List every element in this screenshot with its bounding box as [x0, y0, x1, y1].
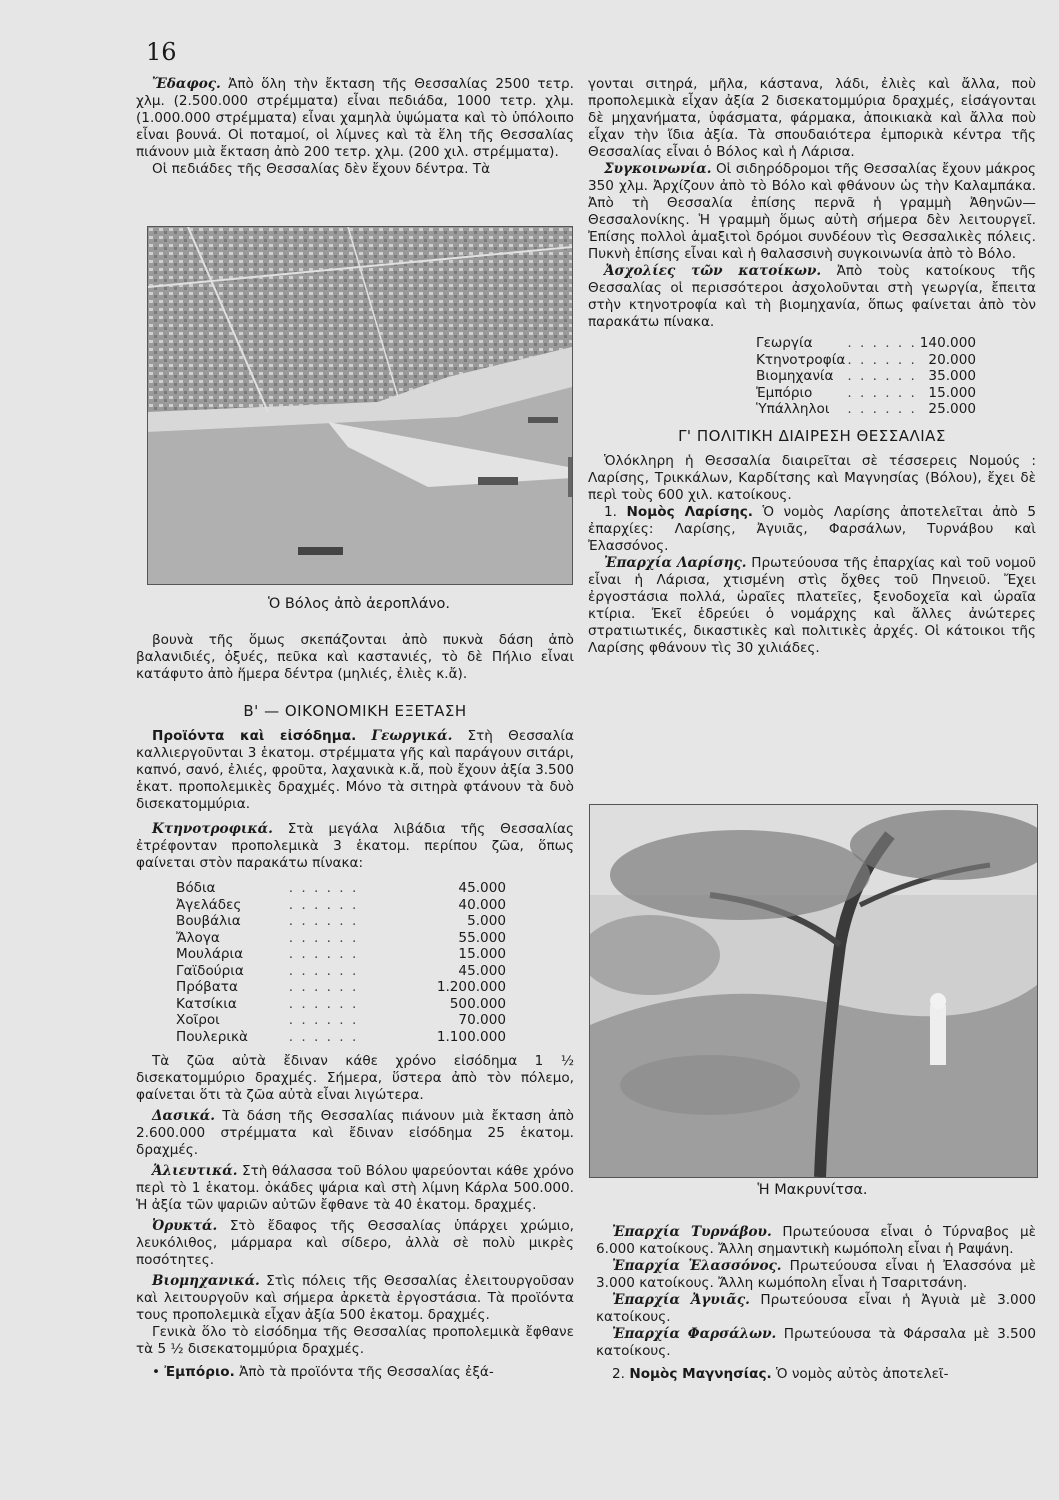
row-label: Γαϊδούρια [176, 962, 244, 979]
paragraph-soil-text: Ἀπὸ ὅλη τὴν ἔκταση τῆς Θεσσαλίας 2500 τετρ. χλμ. (2.500.000 στρέμματα) εἶναι πεδιάδα, 1000 τετρ. χλμ. (1.000.000 στρέμματα) εἶναι χαμηλὰ ὑψώματα καὶ τὸ ὑπόλοιπο εἶναι βουνά. Οἱ ποταμοί, οἱ λίμνες καὶ τὰ ἕλη τῆς Θεσσαλίας πιάνουν μιὰ ἔκταση ἀπὸ 200 τετρ. χλμ. (200 χιλ. στρέμματα). [136, 76, 574, 160]
paragraph-occupations [588, 263, 1036, 331]
paragraph-forests [136, 1108, 574, 1159]
row-value: 1.200.000 [436, 979, 506, 995]
heading-industry: Βιομηχανικά. [152, 1273, 260, 1289]
heading-trade: Ἐμπόριο. [164, 1364, 235, 1380]
heading-forests: Δασικά. [152, 1108, 215, 1124]
row-label: Ἄλογα [176, 929, 220, 946]
row-leader: . . . . . . [288, 929, 359, 946]
row-value: 25.000 [928, 401, 976, 417]
volos-photo-caption: Ὁ Βόλος ἀπὸ ἀεροπλάνο. [268, 596, 450, 612]
paragraph-total-income: Γενικὰ ὅλο τὸ εἰσόδημα τῆς Θεσσαλίας προπολεμικὰ ἔφθανε τὰ 5 ½ δισεκατομμύρια δραχμές. [136, 1324, 574, 1357]
row-leader: . . . . . . [847, 351, 917, 368]
row-value: 15.000 [458, 946, 506, 962]
row-value: 5.000 [467, 913, 506, 929]
row-value: 35.000 [928, 368, 976, 384]
table-row [176, 996, 506, 1013]
paragraph-fishing-text: Στὴ θάλασσα τοῦ Βόλου ψαρεύονται κάθε χρόνο περὶ τὸ 1 ἑκατομ. ὀκάδες ψάρια καὶ στὴ λίμνη Κάρλα 500.000. Ἡ ἀξία τῶν ψαριῶν αὐτῶν ἔφθανε τὰ 40 ἑκατομ. δραχμές. [136, 1163, 574, 1213]
bullet: • [152, 1364, 161, 1380]
livestock-table [176, 880, 506, 1045]
row-leader: . . . . . . [288, 1028, 359, 1045]
row-leader: . . . . . . [288, 880, 359, 896]
row-leader: . . . . . . [288, 896, 359, 913]
paragraph-occupations-text: Ἀπὸ τοὺς κατοίκους τῆς Θεσσαλίας οἱ περισσότεροι ἀσχολοῦνται στὴ γεωργία, ἔπειτα στὴν κτηνοτροφία καὶ τὴ βιομηχανία, ὅπως φαίνεται ἀπὸ τὸν παρακάτω πίνακα. [588, 263, 1037, 330]
section-c-title: Γ' ΠΟΛΙΤΙΚΗ ΔΙΑΙΡΕΣΗ ΘΕΣΣΑΛΙΑΣ [678, 426, 946, 445]
heading-products: Προϊόντα καὶ εἰσόδημα. [152, 728, 357, 744]
paragraph-industry [136, 1273, 574, 1324]
row-value: 20.000 [928, 351, 976, 368]
paragraph-trade-start [136, 1364, 574, 1381]
paragraph-agyia-text: Πρωτεύουσα εἶναι ἡ Ἀγυιὰ μὲ 3.000 κατοίκους. [596, 1292, 1036, 1325]
table-row [176, 913, 506, 930]
occupations-table [756, 335, 976, 418]
row-label: Βουβάλια [176, 913, 241, 929]
paragraph-trade-text: Ἀπὸ τὰ προϊόντα τῆς Θεσσαλίας ἐξά- [234, 1364, 494, 1380]
row-value: 40.000 [458, 896, 506, 913]
table-row [176, 979, 506, 996]
table-row [756, 385, 976, 402]
paragraph-forests-text: Τὰ δάση τῆς Θεσσαλίας πιάνουν μιὰ ἔκταση ἀπὸ 2.600.000 στρέμματα καὶ ἔδιναν εἰσόδημα 25 ἑκατομ. δραχμές. [136, 1108, 574, 1158]
paragraph-communication-text: Οἱ σιδηρόδρομοι τῆς Θεσσαλίας ἔχουν μάκρος 350 χλμ. Ἀρχίζουν ἀπὸ τὸ Βόλο καὶ φθάνουν ὡς τὴν Καλαμπάκα. Ἀπὸ τὴ Θεσσαλία ἐπίσης περνᾶ ἡ γραμμὴ Ἀθηνῶν—Θεσσαλονίκης. Ἡ γραμμὴ ὅμως αὐτὴ σήμερα δὲν λειτουργεῖ. Ἐπίσης πολλοὶ ἁμαξιτοὶ δρόμοι συνδέουν τὶς Θεσσαλικὲς πόλεις. Πυκνὴ ἐπίσης εἶναι καὶ ἡ θαλασσινὴ συγκοινωνία ἀπὸ τὸ Βόλο. [588, 161, 1036, 262]
row-leader: . . . . . . [847, 335, 917, 351]
larisa-num: 1. [604, 503, 617, 520]
row-label: Βιομηχανία [756, 368, 834, 384]
paragraph-trade-cont: γονται σιτηρά, μῆλα, κάστανα, λάδι, ἐλιὲς καὶ ἄλλα, ποὺ προπολεμικὰ εἶχαν ἀξία 2 δισεκατομμύρια δραχμές, εἰσάγονται δὲ μηχανήματα, ὑφάσματα, φάρμακα, ἀποικιακὰ καὶ ἄλλα ποὺ εἶχαν τὴν ἴδια ἀξία. Τὰ σπουδαιότερα ἐμπορικὰ κέντρα τῆς Θεσσαλίας εἶναι ὁ Βόλος καὶ ἡ Λάρισα. [588, 76, 1036, 160]
row-value: 1.100.000 [436, 1028, 506, 1045]
paragraph-communication [588, 161, 1036, 263]
paragraph-larisa-eparchy [588, 555, 1036, 657]
table-row [176, 1012, 506, 1029]
table-row [756, 401, 976, 418]
section-b-title: Β' — ΟΙΚΟΝΟΜΙΚΗ ΕΞΕΤΑΣΗ [243, 702, 467, 720]
table-row [176, 930, 506, 947]
row-leader: . . . . . . [288, 962, 359, 979]
paragraph-elassona-text: Πρωτεύουσα εἶναι ἡ Ἐλασσόνα μὲ 3.000 κατοίκους. Ἄλλη κωμόπολη εἶναι ἡ Τσαριτσάνη. [596, 1258, 1036, 1291]
heading-agyia: Ἐπαρχία Ἀγυιᾶς. [612, 1292, 750, 1308]
paragraph-products [136, 728, 574, 813]
paragraph-products-text: Στὴ Θεσσαλία καλλιεργοῦνται 3 ἑκατομ. στρέμματα γῆς καὶ παράγουν σιτάρι, καπνό, σανό, ἐλιές, φροῦτα, λαχανικὰ κ.ἄ, ποὺ ἔχουν ἀξία 3.500 ἑκατ. προπολεμικὲς δραχμές. Μόνο τὰ σιτηρὰ φτάνουν τὰ δυὸ δισεκατομμύρια. [136, 728, 574, 812]
row-leader: . . . . . . [847, 368, 917, 384]
right-column-bottom [596, 1224, 1036, 1383]
paragraph-mountains: βουνὰ τῆς ὅμως σκεπάζονται ἀπὸ πυκνὰ δάση ἀπὸ βαλανιδιές, ὀξυές, πεῦκα καὶ καστανιές, τὸ δὲ Πήλιο εἶναι κατάφυτο ἀπὸ ἥμερα δέντρα (μηλιές, ἐλιὲς κ.ἄ). [136, 632, 574, 682]
paragraph-elassona [596, 1258, 1036, 1292]
heading-fishing: Ἁλιευτικά. [152, 1163, 238, 1179]
paragraph-tyrnavos [596, 1224, 1036, 1258]
paragraph-larisa-text: Ὁ νομὸς Λαρίσης ἀποτελεῖται ἀπὸ 5 ἐπαρχίες: Λαρίσης, Ἀγυιᾶς, Φαρσάλων, Τυρνάβου καὶ Ἐλασσόνος. [588, 503, 1036, 554]
table-row [756, 352, 976, 369]
row-value: 15.000 [928, 384, 976, 401]
heading-farsala: Ἐπαρχία Φαρσάλων. [612, 1326, 777, 1342]
heading-magnesia: Νομὸς Μαγνησίας. [629, 1366, 772, 1382]
table-row [176, 897, 506, 914]
row-leader: . . . . . . [288, 1012, 359, 1028]
paragraph-magnesia-text: Ὁ νομὸς αὐτὸς ἀποτελεῖ- [771, 1366, 949, 1382]
table-row [176, 963, 506, 980]
table-row [176, 880, 506, 897]
row-label: Πουλερικὰ [176, 1028, 248, 1045]
row-value: 140.000 [919, 335, 976, 351]
paragraph-livestock [136, 821, 574, 872]
paragraph-livestock-text: Στὰ μεγάλα λιβάδια τῆς Θεσσαλίας ἐτρέφονταν προπολεμικὰ 3 ἑκατομ. περίπου ζῶα, ὅπως φαίνεται στὸν παρακάτω πίνακα: [136, 821, 574, 871]
heading-agriculture: Γεωργικά. [371, 728, 453, 744]
row-value: 70.000 [458, 1012, 506, 1028]
heading-elassona: Ἐπαρχία Ἐλασσόνος. [612, 1258, 782, 1274]
heading-larisa-eparchy: Ἐπαρχία Λαρίσης. [604, 554, 747, 571]
heading-occupations: Ἀσχολίες τῶν κατοίκων. [604, 263, 822, 279]
row-value: 55.000 [458, 929, 506, 946]
heading-livestock: Κτηνοτροφικά. [152, 821, 273, 837]
page-number: 16 [146, 38, 177, 66]
row-label: Γεωργία [756, 335, 813, 351]
row-leader: . . . . . . [288, 913, 359, 929]
heading-communication: Συγκοινωνία. [604, 161, 712, 177]
makrynitsa-photo [589, 804, 1038, 1178]
paragraph-division: Ὁλόκληρη ἡ Θεσσαλία διαιρεῖται σὲ τέσσερεις Νομούς : Λαρίσης, Τρικκάλων, Καρδίτσης καὶ Μαγνησίας (Βόλου), ἔχει δὲ περὶ τοὺς 600 χιλ. κατοίκους. [588, 452, 1036, 503]
table-row [756, 368, 976, 385]
paragraph-farsala-text: Πρωτεύουσα τὰ Φάρσαλα μὲ 3.500 κατοίκους. [596, 1326, 1036, 1359]
row-label: Ἐμπόριο [756, 384, 813, 401]
heading-tyrnavos: Ἐπαρχία Τυρνάβου. [612, 1224, 772, 1240]
paragraph-fishing [136, 1163, 574, 1214]
table-row [176, 1029, 506, 1046]
paragraph-larisa-prefecture [588, 504, 1036, 555]
row-label: Κατσίκια [176, 995, 237, 1012]
volos-aerial-photo [147, 226, 573, 585]
table-row [176, 946, 506, 963]
row-leader: . . . . . . [288, 979, 359, 995]
heading-soil: Ἔδαφος. [152, 76, 221, 92]
paragraph-soil [136, 76, 574, 161]
row-label: Χοῖροι [176, 1012, 220, 1028]
row-leader: . . . . . . [847, 401, 917, 417]
heading-minerals: Ὀρυκτά. [152, 1218, 218, 1234]
paragraph-minerals [136, 1218, 574, 1269]
paragraph-farsala [596, 1326, 1036, 1360]
row-leader: . . . . . . [288, 995, 359, 1012]
left-column-top [136, 76, 574, 178]
paragraph-plains [136, 161, 574, 178]
makrynitsa-photo-caption: Ἡ Μακρυνίτσα. [757, 1182, 868, 1198]
row-label: Ὑπάλληλοι [756, 401, 830, 417]
paragraph-industry-text: Στὶς πόλεις τῆς Θεσσαλίας ἐλειτουργοῦσαν καὶ λειτουργοῦν καὶ σήμερα ἀρκετὰ ἐργοστάσια. Τὰ προϊόντα τους προπολεμικὰ εἶχαν ἀξία 500 ἑκατομ. δραχμές. [136, 1273, 574, 1323]
row-value: 500.000 [449, 995, 506, 1012]
row-label: Ἀγελάδες [176, 896, 242, 913]
paragraph-larisa-eparchy-text: Πρωτεύουσα τῆς ἐπαρχίας καὶ τοῦ νομοῦ εἶναι ἡ Λάρισα, χτισμένη στὶς ὄχθες τοῦ Πηνειοῦ. Ἔχει ἐργοστάσια πολλά, ὡραῖες πλατεῖες, ξενοδοχεῖα καὶ ὡραῖα κτίρια. Ἐκεῖ ἑδρεύει ὁ νομάρχης καὶ ἄλλες ἀνώτερες στρατιωτικές, δικαστικὲς καὶ πολιτικὲς ἀρχές. Οἱ κάτοικοι τῆς Λαρίσης φθάνουν τὶς 30 χιλιάδες. [588, 554, 1036, 656]
row-label: Πρόβατα [176, 979, 238, 995]
paragraph-minerals-text: Στὸ ἔδαφος τῆς Θεσσαλίας ὑπάρχει χρώμιο, λευκόλιθος, μάρμαρα καὶ σίδερο, ἀλλὰ σὲ πολὺ μικρὲς ποσότητες. [136, 1218, 574, 1268]
paragraph-livestock-income: Τὰ ζῶα αὐτὰ ἔδιναν κάθε χρόνο εἰσόδημα 1 ½ δισεκατομμύριο δραχμές. Σήμερα, ὕστερα ἀπὸ τὸν πόλεμο, φαίνεται ὅτι τὰ ζῶα αὐτὰ εἶναι λιγώτερα. [136, 1053, 574, 1103]
heading-larisa-prefecture: Νομὸς Λαρίσης. [626, 503, 753, 520]
row-leader: . . . . . . [847, 384, 917, 401]
row-label: Βόδια [176, 880, 216, 896]
left-column-bottom [136, 632, 574, 1381]
table-row [756, 335, 976, 352]
row-value: 45.000 [458, 880, 506, 896]
row-label: Μουλάρια [176, 946, 244, 962]
magnesia-num: 2. [612, 1366, 625, 1382]
right-column-top [588, 76, 1036, 657]
row-label: Κτηνοτροφία [756, 351, 846, 368]
paragraph-agyia [596, 1292, 1036, 1326]
paragraph-magnesia [596, 1366, 1036, 1383]
row-value: 45.000 [458, 962, 506, 979]
row-leader: . . . . . . [288, 946, 359, 962]
paragraph-tyrnavos-text: Πρωτεύουσα εἶναι ὁ Τύρναβος μὲ 6.000 κατοίκους. Ἄλλη σημαντικὴ κωμόπολη εἶναι ἡ Ραψάνη. [596, 1224, 1037, 1257]
paragraph-plains-text: Οἱ πεδιάδες τῆς Θεσσαλίας δὲν ἔχουν δέντρα. Τὰ [152, 161, 491, 177]
